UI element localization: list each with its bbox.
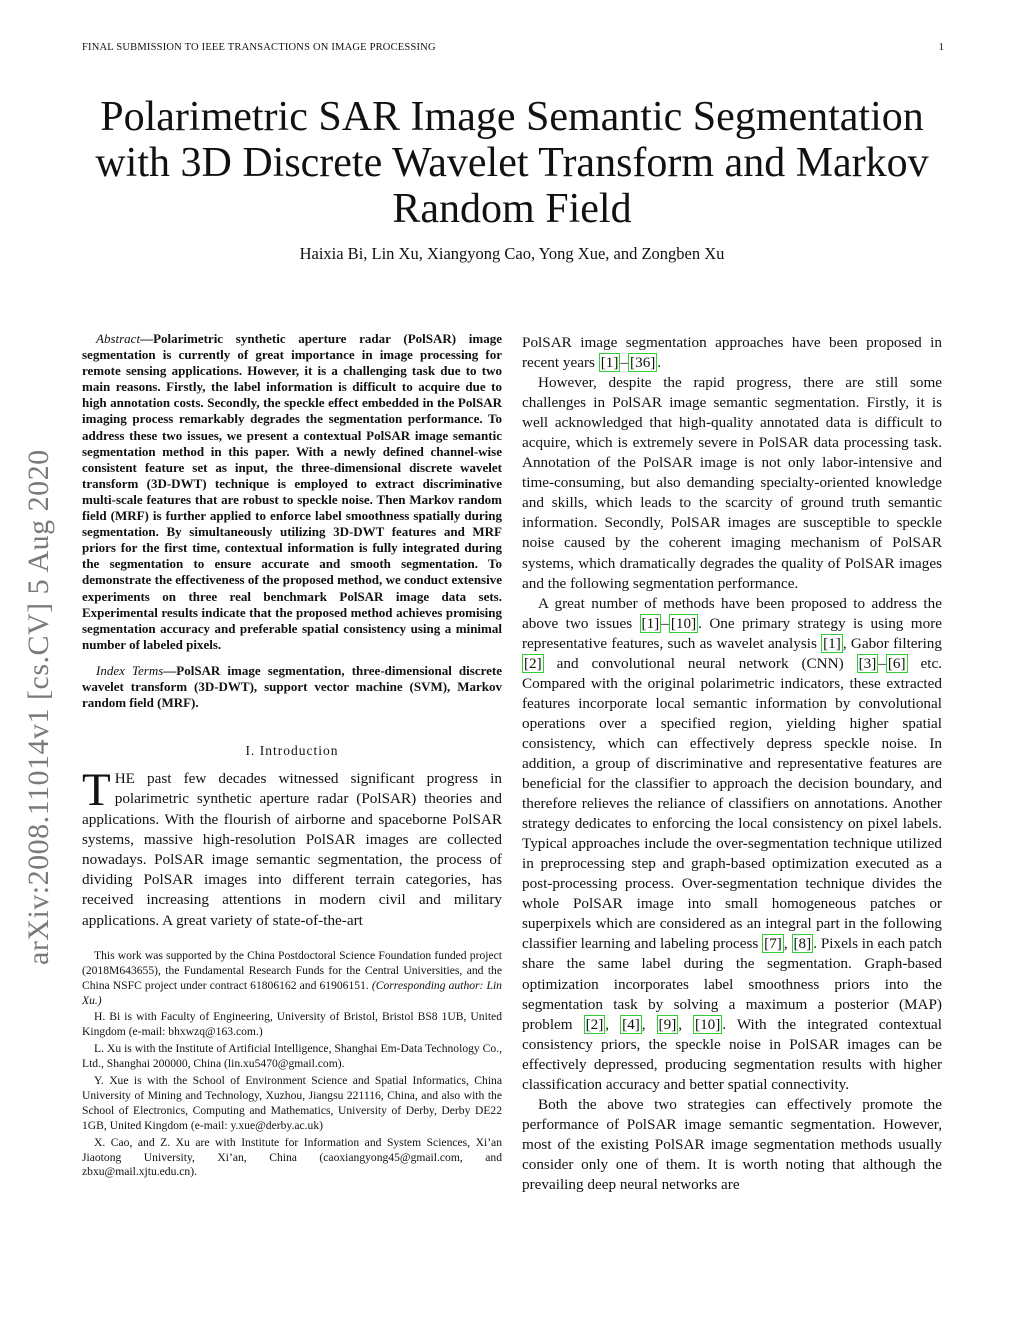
citation-link[interactable]: [1] [823, 634, 841, 652]
section-heading-introduction: I. Introduction [245, 743, 339, 759]
citation-link[interactable]: [36] [630, 354, 656, 372]
arxiv-stamp: arXiv:2008.11014v1 [cs.CV] 5 Aug 2020 [22, 449, 55, 965]
paragraph-2: However, despite the rapid progress, there are still some challenges in PolSAR image semantic segmentation. Firstly, it is well acknowledged that high-quality annotated data is difficult to acquire, which is extremely severe in PolSAR data processing task. Annotation of the PolSAR image is not only labor-intensive and time-consuming, but also demanding specialty-oriented knowledge and skills, which leads to the scarcity of ground truth semantic information. Secondly, PolSAR images are susceptible to speckle noise caused by the coherent imaging mechanism of PolSAR systems, which dramatically degrades the quality of PolSAR images and the following segmentation performance. [522, 374, 942, 592]
citation-link[interactable]: [1] [600, 354, 619, 372]
drop-cap: T [82, 764, 111, 817]
footnote-funding: This work was supported by the China Postdoctoral Science Foundation funded project (2018M643655), the Fundamental Research Funds for the Central Universities, and the China NSFC project under contract 61806162 and 61906151. (Corresponding author: Lin Xu.) [82, 948, 502, 1007]
introduction-paragraph [82, 764, 502, 931]
page-number: 1 [938, 41, 944, 53]
citation-link[interactable]: [10] [670, 614, 697, 632]
paragraph-3: A great number of methods have been proposed to address the above two issues [1] – [10] . One primary strategy is using more representative features, such as wavelet analysis [1] , Gabor filtering [2] and convolutional neural network (CNN) [3] – [6] etc. Compared with the original polarimetric indicators, these extracted features incorporate local semantic information by convolutional operations over a specified region, yielding higher spatial consistency, which can effectively depress speckle noise. In addition, a group of discriminative and representative features are beneficial for the classifier to approach the decision boundary, and therefore relieves the reliance of classifiers on annotations. Another strategy dedicates to enforcing the local consistency on pixel labels. Typical approaches include the over-segmentation technique utilized in preprocessing step and graph-based optimization executed as a post-processing process. Over-segmentation technique divides the whole PolSAR image into small homogeneous patches or superpixels which are considered as an integral part in the following classifier learning and labeling process [7] , [8] . Pixels in each patch share the same label during the segmentation. Graph-based optimization incorporates label smoothness priors into the segmentation task by solving a maximum a posterior (MAP) problem [2] , [4] , [9] , [10] . With the integrated contextual consistency priors, the speckle noise in PolSAR images can be effectively depressed, producing segmentation results with higher classification accuracy and better spatial connectivity. [522, 594, 943, 1093]
citation-link[interactable]: [4] [622, 1015, 640, 1033]
citation-link[interactable]: [8] [793, 935, 812, 953]
paper-title: Polarimetric SAR Image Semantic Segmentation with 3D Discrete Wavelet Transform and Markov Random Field [95, 94, 929, 232]
footnote-xue: Y. Xue is with the School of Environment Science and Spatial Informatics, China University of Mining and Technology, Xuzhou, Jiangsu 221116, China, and also with the School of Electronics, Computing and Mathematics, University of Derby, Derby DE22 1GB, United Kingdom (e-mail: y.xue@derby.ac.uk) [82, 1074, 502, 1132]
citation-link[interactable]: [6] [887, 654, 906, 672]
footnote-corresponding: (Corresponding author: Lin Xu.) [82, 978, 502, 1007]
footnotes [82, 949, 502, 1181]
citation-link[interactable]: [3] [858, 654, 877, 672]
citation-link[interactable]: [2] [585, 1015, 604, 1033]
running-head: FINAL SUBMISSION TO IEEE TRANSACTIONS ON IMAGE PROCESSING [82, 42, 436, 53]
lead-caps: HE [114, 770, 135, 788]
citation-link[interactable]: [2] [524, 654, 542, 672]
paragraph-1: PolSAR image segmentation approaches have been proposed in recent years [1] – [36] . [522, 334, 942, 372]
paragraph-4: Both the above two strategies can effectively promote the performance of PolSAR image semantic segmentation. However, most of the existing PolSAR image segmentation methods usually consider only one of them. It is worth noting that although the prevailing deep neural networks are [522, 1095, 942, 1193]
footnote-cao-xu: X. Cao, and Z. Xu are with Institute for Information and System Sciences, Xi’an Jiaotong University, Xi’an, China (caoxiangyong45@gmail.com, and zbxu@mail.xjtu.edu.cn). [82, 1135, 502, 1179]
introduction-text: past few decades witnessed significant progress in polarimetric synthetic aperture radar (PolSAR) theories and applications. With the flourish of airborne and spaceborne PolSAR systems, massive high-resolution PolSAR images are collected nowadays. PolSAR image semantic segmentation, the process of dividing PolSAR images into different terrain categories, has received increasing attentions in modern civil and military applications. A great variety of state-of-the-art [82, 770, 502, 929]
citation-link[interactable]: [7] [764, 935, 782, 953]
author-list: Haixia Bi, Lin Xu, Xiangyong Cao, Yong Xue, and Zongben Xu [299, 244, 725, 263]
citation-link[interactable]: [9] [658, 1015, 677, 1033]
index-terms [82, 663, 502, 711]
abstract-label: Abstract [96, 331, 141, 346]
footnote-bi: H. Bi is with Faculty of Engineering, University of Bristol, Bristol BS8 1UB, United Kingdom (e-mail: bhxwzq@163.com.) [82, 1010, 502, 1039]
citation-link[interactable]: [10] [695, 1015, 721, 1033]
right-column [522, 333, 942, 1195]
citation-link[interactable]: [1] [641, 614, 660, 632]
index-terms-label: Index Terms [96, 662, 164, 678]
footnote-xu: L. Xu is with the Institute of Artificial Intelligence, Shanghai Em-Data Technology Co., Ltd., Shanghai 200000, China (lin.xu5470@gmail.com). [82, 1042, 502, 1071]
abstract-text: —Polarimetric synthetic aperture radar (PolSAR) image segmentation is currently of great importance in image processing for remote sensing applications. However, it is a challenging task due to two main reasons. Firstly, the label information is difficult to acquire due to high annotation costs. Secondly, the speckle effect embedded in the PolSAR imaging process remarkably degrades the segmentation performance. To address these two issues, we present a contextual PolSAR image semantic segmentation method in this paper. With a newly defined channel-wise consistent feature set as input, the three-dimensional discrete wavelet transform (3D-DWT) technique is employed to extract discriminative multi-scale features that are robust to speckle noise. Then Markov random field (MRF) is further applied to enforce label smoothness spatially during segmentation. By simultaneously utilizing 3D-DWT features and MRF priors for the first time, contextual information is fully integrated during the segmentation to ensure accurate and smooth segmentation. To demonstrate the effectiveness of the proposed method, we conduct extensive experiments on three real benchmark PolSAR image data sets. Experimental results indicate that the proposed method achieves promising segmentation accuracy and preferable spatial consistency using a minimal number of labeled pixels. [82, 331, 502, 652]
left-column [82, 331, 502, 1182]
abstract [82, 331, 502, 653]
index-terms-text: —PolSAR image segmentation, three-dimensional discrete wavelet transform (3D-DWT), support vector machine (SVM), Markov random field (MRF). [82, 662, 502, 711]
